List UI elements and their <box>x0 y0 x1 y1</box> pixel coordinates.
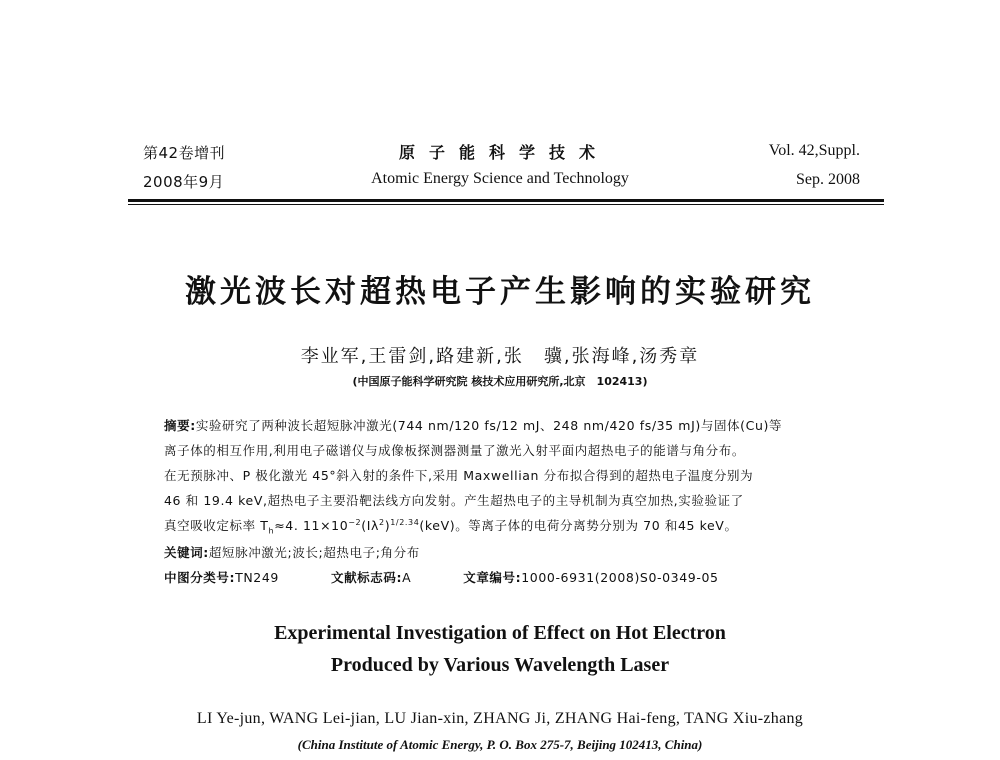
abstract-line: 在无预脉冲、P 极化激光 45°斜入射的条件下,采用 Maxwellian 分布拟合得到的超热电子温度分别为 <box>164 468 754 483</box>
clc-label: 中图分类号: <box>164 570 236 585</box>
doc-code-value: A <box>402 570 412 585</box>
journal-volume-en: Vol. 42,Suppl. <box>768 142 860 159</box>
abstract-label: 摘要: <box>164 418 196 433</box>
paper-title-en: Experimental Investigation of Effect on Hot Electron <box>274 622 726 644</box>
doc-code-label: 文献标志码: <box>330 570 403 585</box>
header-rule-thin <box>128 204 884 205</box>
abstract-line: 离子体的相互作用,利用电子磁谱仪与成像板探测器测量了激光入射平面内超热电子的能谱与角分布。 <box>164 443 745 458</box>
article-number-label: 文章编号: <box>463 570 522 585</box>
journal-name-cn: 原子能科学技术 <box>398 143 609 162</box>
authors-cn: 李业军,王雷剑,路建新,张 骥,张海峰,汤秀章 <box>300 346 700 367</box>
keywords <box>164 543 420 561</box>
journal-date-cn: 2008年9月 <box>143 173 225 191</box>
abstract-text: 实验研究了两种波长超短脉冲激光(744 nm/120 fs/12 mJ、248 nm/420 fs/35 mJ)与固体(Cu)等 <box>195 418 783 433</box>
affiliation-en: (China Institute of Atomic Energy, P. O. Box 275-7, Beijing 102413, China) <box>297 737 703 752</box>
journal-volume: 第42卷增刊 <box>143 144 226 162</box>
authors-en: LI Ye-jun, WANG Lei-jian, LU Jian-xin, ZHANG Ji, ZHANG Hai-feng, TANG Xiu-zhang <box>196 710 804 727</box>
article-number-value: 1000-6931(2008)S0-0349-05 <box>521 570 719 585</box>
keywords-text: 超短脉冲激光;波长;超热电子;角分布 <box>208 545 420 560</box>
paper-title-cn: 激光波长对超热电子产生影响的实验研究 <box>185 274 815 310</box>
paper-title-en: Produced by Various Wavelength Laser <box>330 654 670 676</box>
journal-name-en: Atomic Energy Science and Technology <box>371 170 629 187</box>
abstract-line <box>164 416 782 434</box>
keywords-label: 关键词: <box>164 545 209 560</box>
clc-value: TN249 <box>235 570 279 585</box>
abstract-line: 真空吸收定标率 $T_h\approx 4$. $11\times 10^{-2}(I\lambda^2)^{1/2.34}(keV)$。等离子体的电荷分离势分别为 70 和45 keV。 <box>164 517 738 536</box>
abstract-line: 46 和 19.4 keV,超热电子主要沿靶法线方向发射。产生超热电子的主导机制为真空加热,实验验证了 <box>164 493 744 508</box>
affiliation-cn: (中国原子能科学研究院 核技术应用研究所,北京 102413) <box>352 375 648 388</box>
header-rule-thick <box>128 199 884 202</box>
classification-line <box>164 568 719 586</box>
journal-date-en: Sep. 2008 <box>796 171 860 188</box>
